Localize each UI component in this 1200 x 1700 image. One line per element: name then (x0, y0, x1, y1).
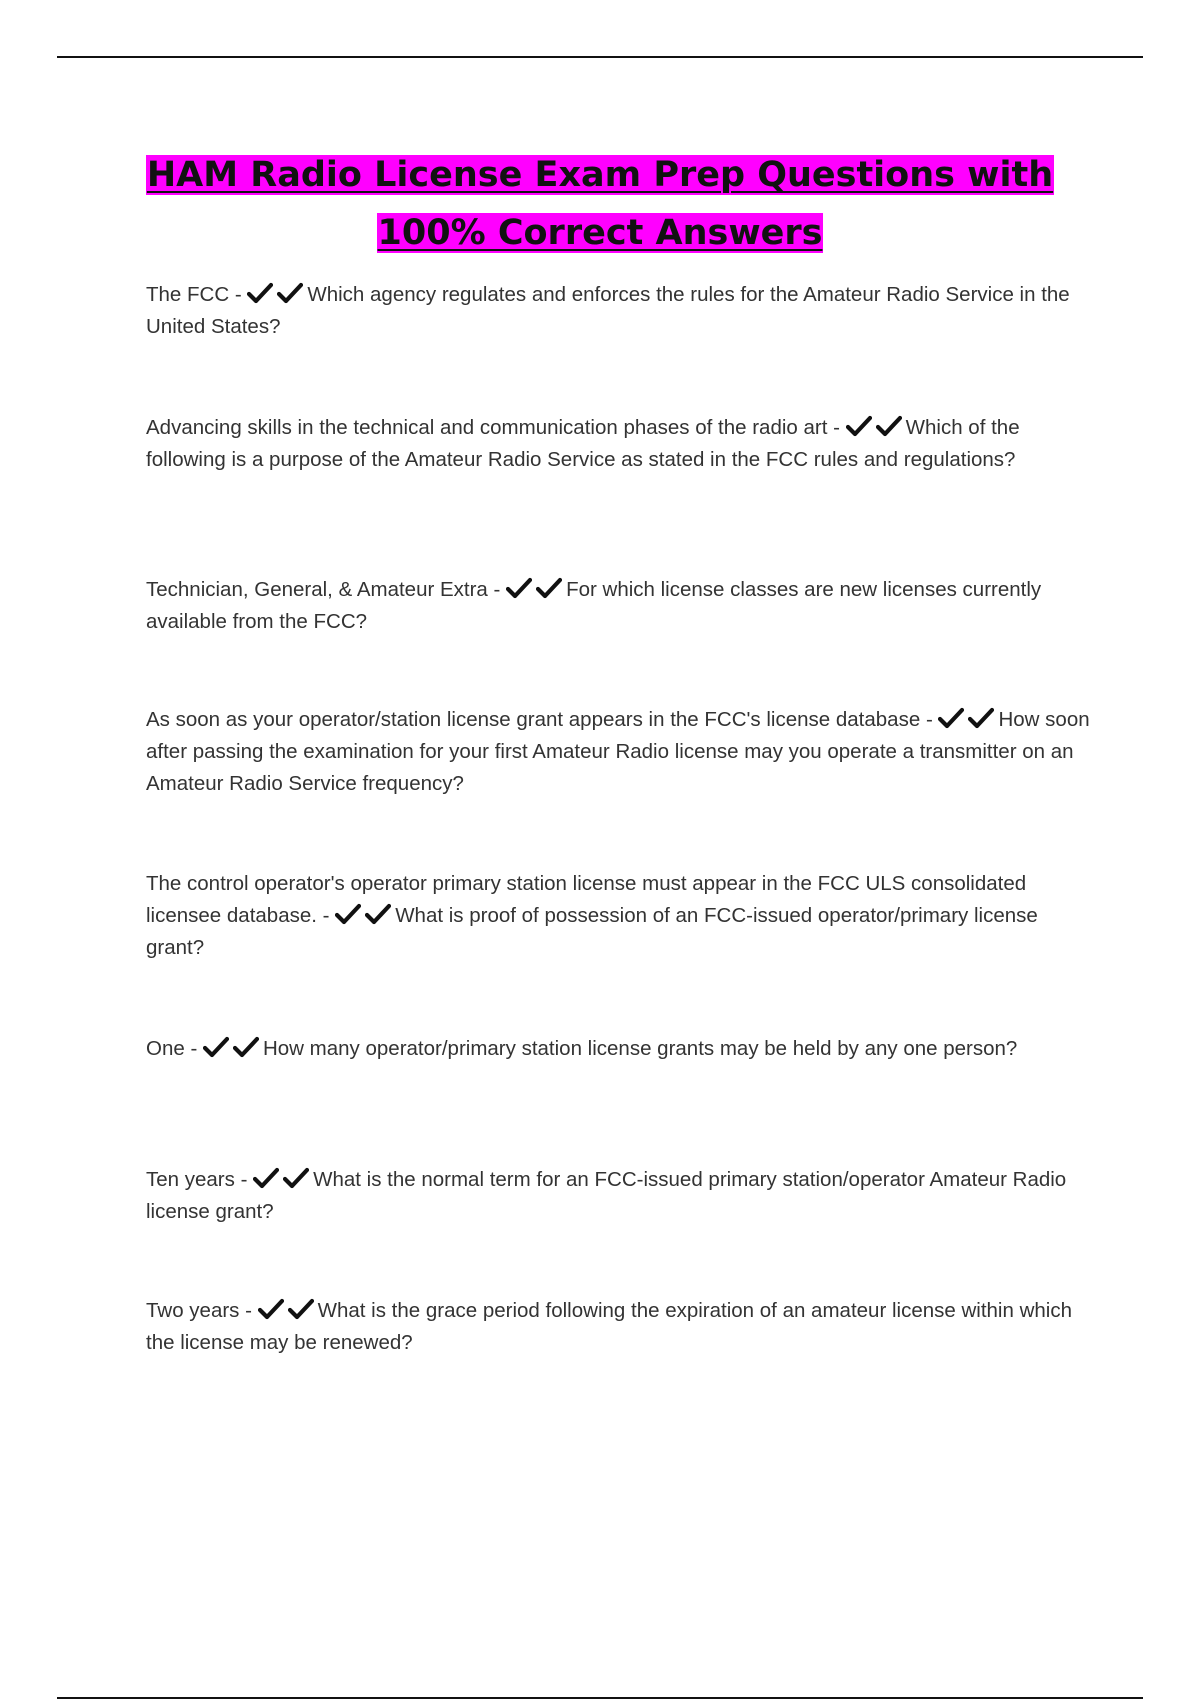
qa-answer: Technician, General, & Amateur Extra (146, 578, 488, 601)
check-mark-icon (277, 282, 303, 304)
check-mark-icon (203, 1036, 229, 1058)
qa-answer: Advancing skills in the technical and communication phases of the radio art (146, 416, 828, 439)
check-mark-icon (335, 903, 361, 925)
qa-separator: - (827, 416, 846, 439)
qa-answer: Two years (146, 1299, 240, 1322)
qa-question: For which license classes are new licenses currently available from the FCC? (146, 578, 1042, 633)
check-mark-icon (876, 415, 902, 437)
qa-question: What is the normal term for an FCC-issued primary station/operator Amateur Radio license grant? (146, 1168, 1067, 1223)
check-mark-icon (253, 1167, 279, 1189)
qa-separator: - (184, 1037, 203, 1060)
title-line-1: HAM Radio License Exam Prep Questions with (146, 155, 1054, 195)
qa-answer: The control operator's operator primary station license must appear in the FCC ULS consolidated licensee database. (146, 872, 1027, 927)
qa-item (146, 279, 1091, 343)
qa-item (146, 574, 1091, 638)
qa-item (146, 1164, 1091, 1228)
qa-question: What is proof of possession of an FCC-issued operator/primary license grant? (146, 904, 1038, 959)
check-mark-icon (506, 577, 532, 599)
page-title (0, 146, 1200, 262)
title-line-2: 100% Correct Answers (377, 213, 823, 253)
qa-question: How many operator/primary station license grants may be held by any one person? (262, 1037, 1018, 1060)
qa-item (146, 704, 1091, 800)
qa-separator: - (316, 904, 336, 927)
check-mark-icon (283, 1167, 309, 1189)
qa-question: What is the grace period following the expiration of an amateur license within which the license may be renewed? (146, 1299, 1072, 1354)
check-mark-icon (938, 707, 964, 729)
qa-item (146, 868, 1091, 964)
check-mark-icon (258, 1298, 284, 1320)
qa-question: Which of the following is a purpose of the Amateur Radio Service as stated in the FCC rules and regulations? (146, 416, 1020, 471)
header-rule (57, 56, 1143, 58)
qa-separator: - (229, 283, 248, 306)
qa-question: How soon after passing the examination for your first Amateur Radio license may you operate a transmitter on an Amateur Radio Service frequency? (146, 708, 1090, 795)
qa-separator: - (239, 1299, 258, 1322)
check-mark-icon (288, 1298, 314, 1320)
qa-item (146, 412, 1091, 476)
qa-separator: - (920, 708, 939, 731)
check-mark-icon (233, 1036, 259, 1058)
check-mark-icon (846, 415, 872, 437)
qa-item (146, 1295, 1091, 1359)
qa-answer: Ten years (146, 1168, 235, 1191)
check-mark-icon (968, 707, 994, 729)
footer-rule (57, 1697, 1143, 1699)
check-mark-icon (536, 577, 562, 599)
qa-answer: The FCC (146, 283, 230, 306)
qa-question: Which agency regulates and enforces the rules for the Amateur Radio Service in the United States? (146, 283, 1070, 338)
qa-item (146, 1033, 1091, 1065)
qa-separator: - (487, 578, 507, 601)
check-mark-icon (247, 282, 273, 304)
check-mark-icon (365, 903, 391, 925)
qa-answer: As soon as your operator/station license grant appears in the FCC's license database (146, 708, 921, 731)
qa-separator: - (234, 1168, 254, 1191)
qa-answer: One (146, 1037, 185, 1060)
